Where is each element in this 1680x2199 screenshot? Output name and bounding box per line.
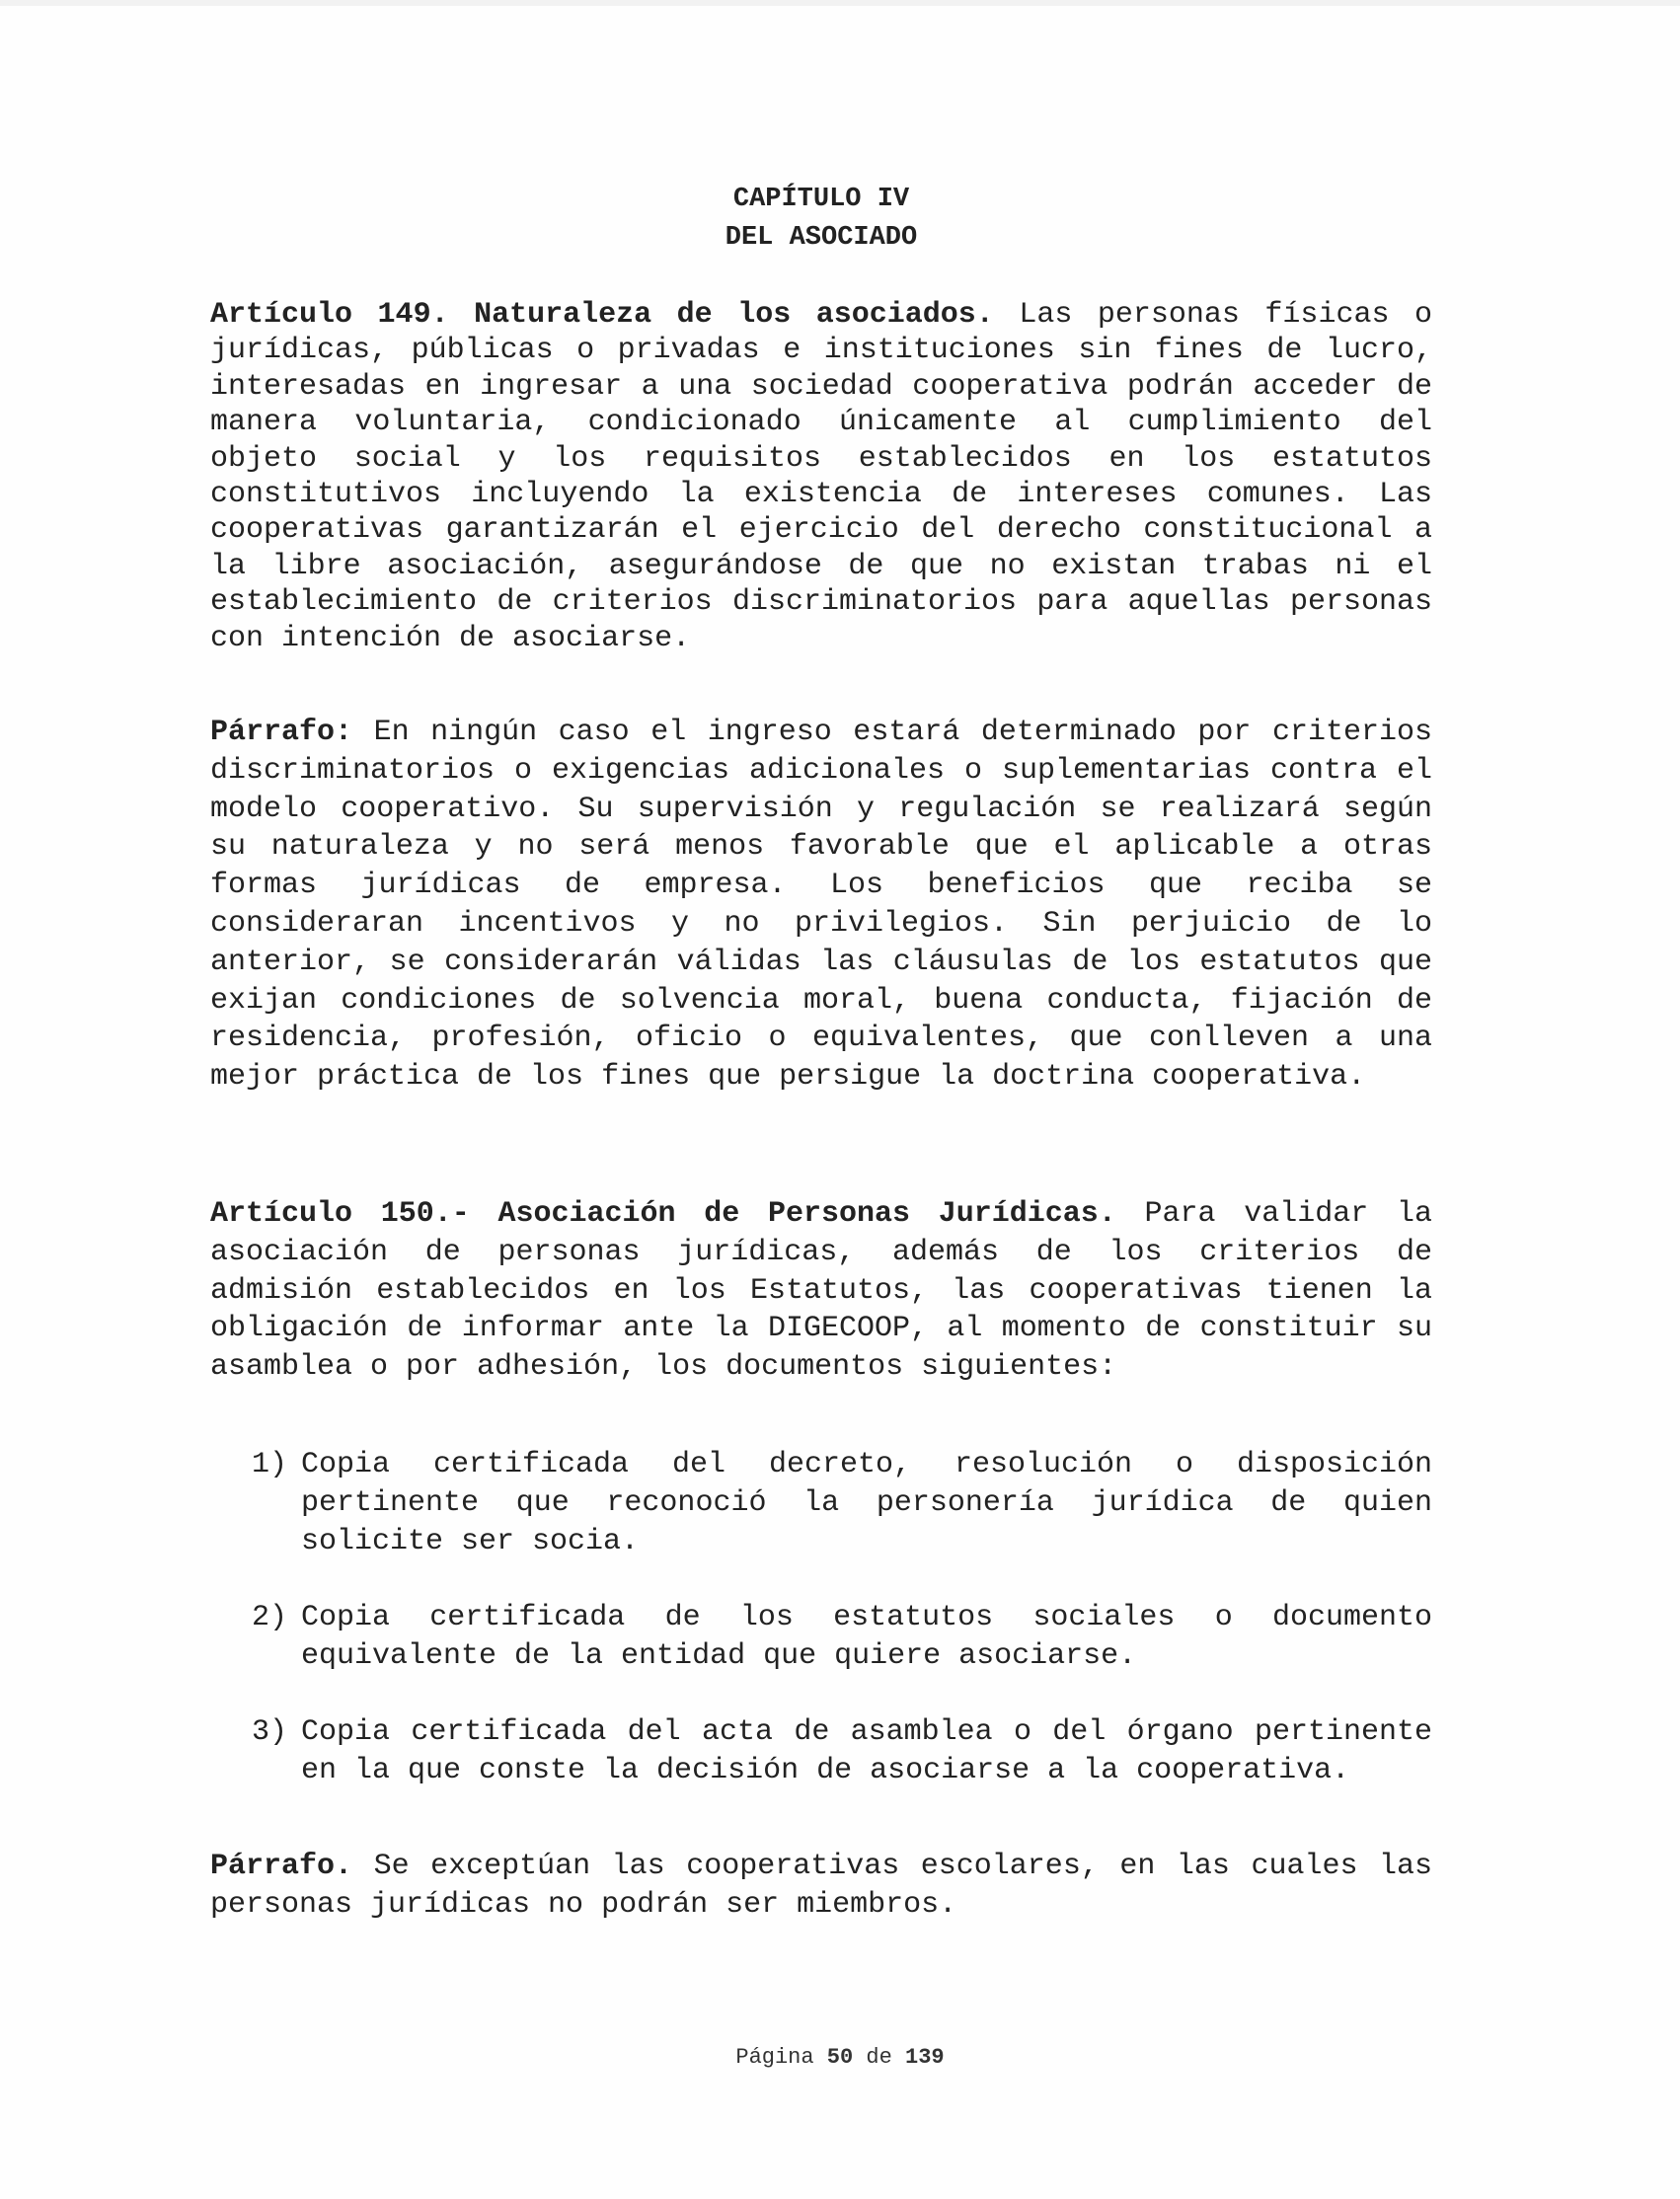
footer-page-word: Página: [735, 2045, 814, 2070]
article-150: [210, 1195, 1432, 1387]
article-149-heading: Artículo 149. Naturaleza de los asociados.: [210, 298, 994, 332]
paragraph-1-label: Párrafo:: [210, 716, 353, 749]
paragraph-1-body: En ningún caso el ingreso estará determinado por criterios discriminatorios o exigencias adicionales o suplementarias contra el modelo cooperativo. Su supervisión y regulación se realizará según su naturaleza y no será menos favorable que el aplicable a otras formas jurídicas de empresa. Los beneficios que reciba se consideraran incentivos y no privilegios. Sin perjuicio de lo anterior, se considerarán válidas las cláusulas de los estatutos que exijan condiciones de solvencia moral, buena conducta, fijación de residencia, profesión, oficio o equivalentes, que conlleven a una mejor práctica de los fines que persigue la doctrina cooperativa.: [210, 716, 1432, 1095]
article-149-body: Las personas físicas o jurídicas, públicas o privadas e instituciones sin fines de lucro, interesadas en ingresar a una sociedad cooperativa podrán acceder de manera voluntaria, condicionado únicamente al cumplimiento del objeto social y los requisitos establecidos en los estatutos constitutivos incluyendo la existencia de intereses comunes. Las cooperativas garantizarán el ejercicio del derecho constitucional a la libre asociación, asegurándose de que no existan trabas ni el establecimiento de criterios discriminatorios para aquellas personas con intención de asociarse.: [210, 298, 1432, 655]
footer-total-pages: 139: [905, 2045, 945, 2070]
footer-current-page: 50: [826, 2045, 854, 2070]
chapter-heading: [210, 181, 1432, 258]
article-149: [210, 297, 1432, 656]
footer-of-word: de: [866, 2045, 892, 2070]
list-item-number: 3): [252, 1715, 288, 1749]
article-150-heading: Artículo 150.- Asociación de Personas Jurídicas.: [210, 1197, 1116, 1231]
chapter-number: CAPÍTULO IV: [732, 185, 910, 214]
chapter-title: DEL ASOCIADO: [725, 223, 918, 253]
list-item-text: Copia certificada del acta de asamblea o del órgano pertinente en la que conste la decisión de asociarse a la cooperativa.: [301, 1715, 1432, 1787]
paragraph-2: [210, 1848, 1432, 1925]
article-150-body: Para validar la asociación de personas jurídicas, además de los criterios de admisión establecidos en los Estatutos, las cooperativas tienen la obligación de informar ante la DIGECOOP, al momento de constituir su asamblea o por adhesión, los documentos siguientes:: [210, 1197, 1432, 1385]
page-footer: [0, 2043, 1680, 2073]
paragraph-2-body: Se exceptúan las cooperativas escolares, en las cuales las personas jurídicas no podrán ser miembros.: [210, 1850, 1432, 1922]
scan-top-edge: [0, 0, 1680, 6]
list-item-text: Copia certificada de los estatutos sociales o documento equivalente de la entidad que quiere asociarse.: [301, 1601, 1432, 1673]
list-item-number: 1): [252, 1448, 288, 1481]
list-item-number: 2): [252, 1601, 288, 1634]
list-item-text: Copia certificada del decreto, resolución o disposición pertinente que reconoció la personería jurídica de quien solicite ser socia.: [301, 1448, 1432, 1558]
paragraph-1: [210, 714, 1432, 1097]
paragraph-2-label: Párrafo.: [210, 1850, 353, 1883]
